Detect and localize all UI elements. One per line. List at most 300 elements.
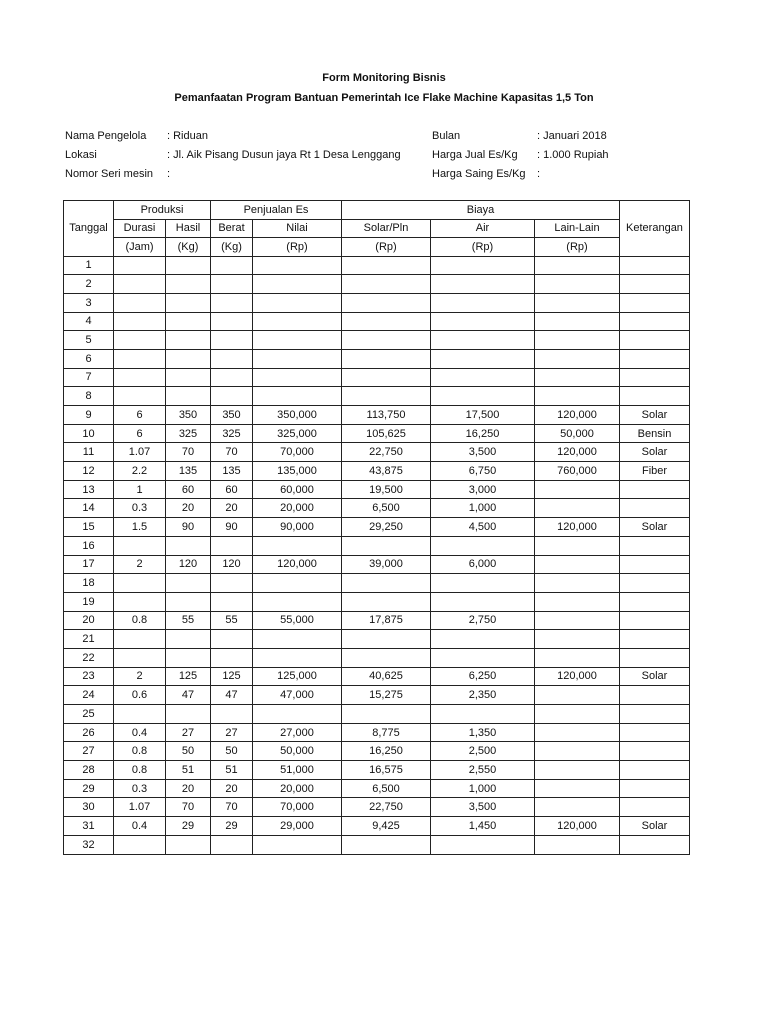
- cell-lain-lain: [535, 798, 620, 817]
- table-row: [64, 312, 690, 331]
- cell-nilai: 120,000: [253, 555, 342, 574]
- cell-air: 1,350: [431, 723, 535, 742]
- cell-durasi: 0.4: [114, 723, 166, 742]
- info-right: [432, 127, 609, 184]
- form-subtitle: Pemanfaatan Program Bantuan Pemerintah Ice Flake Machine Kapasitas 1,5 Ton: [174, 92, 594, 104]
- cell-tanggal: 15: [64, 518, 114, 537]
- cell-berat: [211, 275, 253, 294]
- cell-durasi: 6: [114, 406, 166, 425]
- cell-hasil: 50: [166, 742, 211, 761]
- cell-solar-pln: 9,425: [342, 817, 431, 836]
- cell-tanggal: 13: [64, 480, 114, 499]
- cell-durasi: 0.3: [114, 779, 166, 798]
- cell-air: [431, 256, 535, 275]
- cell-keterangan: [620, 368, 690, 387]
- cell-nilai: 135,000: [253, 462, 342, 481]
- cell-solar-pln: 16,250: [342, 742, 431, 761]
- cell-hasil: [166, 368, 211, 387]
- cell-lain-lain: [535, 331, 620, 350]
- header-penjualan-es: Penjualan Es: [211, 201, 342, 220]
- cell-keterangan: Solar: [620, 406, 690, 425]
- cell-lain-lain: [535, 742, 620, 761]
- cell-solar-pln: [342, 574, 431, 593]
- cell-tanggal: 21: [64, 630, 114, 649]
- cell-keterangan: [620, 705, 690, 724]
- monitoring-table: [63, 200, 690, 855]
- cell-tanggal: 12: [64, 462, 114, 481]
- cell-nilai: 125,000: [253, 667, 342, 686]
- cell-nilai: 51,000: [253, 761, 342, 780]
- cell-berat: [211, 387, 253, 406]
- cell-keterangan: [620, 611, 690, 630]
- cell-hasil: 55: [166, 611, 211, 630]
- info-row-lokasi: [65, 146, 401, 165]
- cell-lain-lain: [535, 648, 620, 667]
- cell-nilai: [253, 592, 342, 611]
- cell-tanggal: 30: [64, 798, 114, 817]
- cell-tanggal: 1: [64, 256, 114, 275]
- cell-tanggal: 5: [64, 331, 114, 350]
- table-row: [64, 742, 690, 761]
- cell-durasi: [114, 648, 166, 667]
- cell-air: [431, 293, 535, 312]
- cell-tanggal: 25: [64, 705, 114, 724]
- cell-berat: 120: [211, 555, 253, 574]
- cell-solar-pln: 22,750: [342, 443, 431, 462]
- cell-tanggal: 14: [64, 499, 114, 518]
- cell-berat: [211, 293, 253, 312]
- table-row: [64, 723, 690, 742]
- cell-nilai: 60,000: [253, 480, 342, 499]
- cell-hasil: 20: [166, 499, 211, 518]
- cell-nilai: [253, 331, 342, 350]
- table-row: [64, 611, 690, 630]
- cell-air: [431, 630, 535, 649]
- cell-berat: 50: [211, 742, 253, 761]
- cell-tanggal: 8: [64, 387, 114, 406]
- cell-solar-pln: [342, 349, 431, 368]
- cell-hasil: [166, 705, 211, 724]
- cell-nilai: 47,000: [253, 686, 342, 705]
- cell-hasil: [166, 574, 211, 593]
- cell-hasil: 70: [166, 443, 211, 462]
- cell-berat: 27: [211, 723, 253, 742]
- cell-berat: [211, 312, 253, 331]
- info-value: : Riduan: [167, 130, 208, 142]
- cell-hasil: [166, 349, 211, 368]
- info-label: Lokasi: [65, 149, 97, 161]
- cell-nilai: [253, 349, 342, 368]
- cell-keterangan: [620, 387, 690, 406]
- cell-hasil: 70: [166, 798, 211, 817]
- cell-solar-pln: 8,775: [342, 723, 431, 742]
- table-row: [64, 462, 690, 481]
- cell-lain-lain: [535, 368, 620, 387]
- cell-durasi: 6: [114, 424, 166, 443]
- cell-durasi: [114, 293, 166, 312]
- cell-tanggal: 31: [64, 817, 114, 836]
- cell-air: 17,500: [431, 406, 535, 425]
- cell-air: 1,000: [431, 779, 535, 798]
- cell-solar-pln: 17,875: [342, 611, 431, 630]
- cell-berat: 125: [211, 667, 253, 686]
- info-label: Bulan: [432, 130, 461, 142]
- cell-air: 6,000: [431, 555, 535, 574]
- cell-hasil: 125: [166, 667, 211, 686]
- info-value: : Januari 2018: [537, 130, 607, 142]
- cell-air: 2,550: [431, 761, 535, 780]
- cell-nilai: [253, 835, 342, 854]
- cell-solar-pln: [342, 536, 431, 555]
- cell-hasil: [166, 331, 211, 350]
- unit-air: (Rp): [431, 238, 535, 257]
- cell-solar-pln: [342, 648, 431, 667]
- cell-berat: [211, 349, 253, 368]
- cell-tanggal: 7: [64, 368, 114, 387]
- cell-solar-pln: [342, 705, 431, 724]
- unit-nilai: (Rp): [253, 238, 342, 257]
- cell-durasi: 1.5: [114, 518, 166, 537]
- info-value: : Jl. Aik Pisang Dusun jaya Rt 1 Desa Lenggang: [167, 149, 401, 161]
- cell-nilai: 29,000: [253, 817, 342, 836]
- cell-durasi: [114, 275, 166, 294]
- cell-air: [431, 387, 535, 406]
- cell-hasil: 51: [166, 761, 211, 780]
- cell-berat: [211, 648, 253, 667]
- cell-tanggal: 4: [64, 312, 114, 331]
- cell-tanggal: 20: [64, 611, 114, 630]
- cell-berat: [211, 368, 253, 387]
- cell-durasi: 0.8: [114, 761, 166, 780]
- cell-keterangan: [620, 648, 690, 667]
- cell-air: [431, 312, 535, 331]
- cell-tanggal: 28: [64, 761, 114, 780]
- cell-durasi: [114, 312, 166, 331]
- cell-hasil: 325: [166, 424, 211, 443]
- cell-hasil: [166, 312, 211, 331]
- cell-tanggal: 23: [64, 667, 114, 686]
- cell-hasil: [166, 256, 211, 275]
- cell-berat: 29: [211, 817, 253, 836]
- cell-nilai: [253, 275, 342, 294]
- cell-berat: 325: [211, 424, 253, 443]
- cell-tanggal: 24: [64, 686, 114, 705]
- cell-berat: 20: [211, 779, 253, 798]
- cell-keterangan: [620, 480, 690, 499]
- cell-lain-lain: [535, 555, 620, 574]
- unit-durasi: (Jam): [114, 238, 166, 257]
- cell-tanggal: 32: [64, 835, 114, 854]
- cell-tanggal: 10: [64, 424, 114, 443]
- cell-durasi: 0.8: [114, 611, 166, 630]
- cell-tanggal: 22: [64, 648, 114, 667]
- cell-tanggal: 26: [64, 723, 114, 742]
- cell-berat: [211, 835, 253, 854]
- cell-air: 1,000: [431, 499, 535, 518]
- info-left: [65, 127, 401, 184]
- cell-berat: 350: [211, 406, 253, 425]
- unit-hasil: (Kg): [166, 238, 211, 257]
- cell-durasi: 0.3: [114, 499, 166, 518]
- cell-nilai: 70,000: [253, 798, 342, 817]
- cell-berat: [211, 630, 253, 649]
- cell-lain-lain: [535, 630, 620, 649]
- cell-air: [431, 592, 535, 611]
- cell-air: [431, 705, 535, 724]
- cell-nilai: [253, 256, 342, 275]
- cell-hasil: 135: [166, 462, 211, 481]
- table-row: [64, 406, 690, 425]
- cell-berat: [211, 331, 253, 350]
- cell-hasil: 27: [166, 723, 211, 742]
- cell-hasil: [166, 630, 211, 649]
- table-row: [64, 779, 690, 798]
- cell-keterangan: [620, 592, 690, 611]
- cell-keterangan: [620, 312, 690, 331]
- cell-nilai: [253, 648, 342, 667]
- cell-durasi: 2.2: [114, 462, 166, 481]
- cell-nilai: 70,000: [253, 443, 342, 462]
- cell-hasil: [166, 293, 211, 312]
- table-row: [64, 499, 690, 518]
- header-berat: Berat: [211, 219, 253, 238]
- form-title: Form Monitoring Bisnis: [322, 72, 446, 84]
- cell-keterangan: [620, 835, 690, 854]
- header-keterangan: Keterangan: [620, 201, 690, 257]
- cell-tanggal: 16: [64, 536, 114, 555]
- cell-berat: [211, 536, 253, 555]
- cell-solar-pln: [342, 256, 431, 275]
- cell-keterangan: Solar: [620, 667, 690, 686]
- cell-tanggal: 29: [64, 779, 114, 798]
- cell-keterangan: [620, 798, 690, 817]
- cell-solar-pln: [342, 630, 431, 649]
- cell-air: 6,250: [431, 667, 535, 686]
- header-air: Air: [431, 219, 535, 238]
- cell-durasi: [114, 387, 166, 406]
- cell-air: [431, 331, 535, 350]
- cell-lain-lain: [535, 480, 620, 499]
- info-value: : 1.000 Rupiah: [537, 149, 609, 161]
- cell-hasil: 20: [166, 779, 211, 798]
- cell-durasi: 0.4: [114, 817, 166, 836]
- cell-tanggal: 19: [64, 592, 114, 611]
- cell-solar-pln: 6,500: [342, 499, 431, 518]
- cell-keterangan: [620, 293, 690, 312]
- table-row: [64, 592, 690, 611]
- cell-solar-pln: [342, 275, 431, 294]
- cell-solar-pln: 29,250: [342, 518, 431, 537]
- cell-solar-pln: 19,500: [342, 480, 431, 499]
- header-produksi: Produksi: [114, 201, 211, 220]
- info-label: Harga Saing Es/Kg: [432, 168, 526, 180]
- table-row: [64, 798, 690, 817]
- cell-durasi: [114, 705, 166, 724]
- cell-lain-lain: [535, 349, 620, 368]
- cell-nilai: [253, 368, 342, 387]
- cell-tanggal: 18: [64, 574, 114, 593]
- cell-lain-lain: [535, 835, 620, 854]
- table-row: [64, 424, 690, 443]
- cell-lain-lain: [535, 387, 620, 406]
- cell-tanggal: 6: [64, 349, 114, 368]
- cell-nilai: 50,000: [253, 742, 342, 761]
- table-row: [64, 349, 690, 368]
- cell-keterangan: [620, 555, 690, 574]
- table-row: [64, 331, 690, 350]
- cell-nilai: 90,000: [253, 518, 342, 537]
- header-tanggal: Tanggal: [64, 201, 114, 257]
- cell-hasil: 90: [166, 518, 211, 537]
- header-solar-pln: Solar/Pln: [342, 219, 431, 238]
- cell-air: [431, 349, 535, 368]
- cell-tanggal: 17: [64, 555, 114, 574]
- cell-keterangan: Bensin: [620, 424, 690, 443]
- cell-durasi: [114, 630, 166, 649]
- cell-nilai: [253, 387, 342, 406]
- cell-durasi: 1.07: [114, 443, 166, 462]
- cell-berat: [211, 592, 253, 611]
- cell-solar-pln: 105,625: [342, 424, 431, 443]
- cell-nilai: 20,000: [253, 779, 342, 798]
- info-row-bulan: [432, 127, 609, 146]
- cell-nilai: [253, 630, 342, 649]
- cell-tanggal: 2: [64, 275, 114, 294]
- cell-lain-lain: [535, 611, 620, 630]
- table-row: [64, 480, 690, 499]
- cell-lain-lain: [535, 592, 620, 611]
- table-row: [64, 705, 690, 724]
- cell-hasil: 47: [166, 686, 211, 705]
- info-row-harga-jual: [432, 146, 609, 165]
- info-value: :: [167, 168, 171, 180]
- cell-air: [431, 835, 535, 854]
- cell-durasi: [114, 331, 166, 350]
- cell-berat: [211, 574, 253, 593]
- cell-hasil: 29: [166, 817, 211, 836]
- table-row: [64, 256, 690, 275]
- cell-solar-pln: [342, 331, 431, 350]
- cell-keterangan: Fiber: [620, 462, 690, 481]
- cell-air: 3,000: [431, 480, 535, 499]
- cell-air: [431, 368, 535, 387]
- cell-hasil: [166, 275, 211, 294]
- cell-berat: 70: [211, 443, 253, 462]
- cell-air: 3,500: [431, 443, 535, 462]
- cell-keterangan: [620, 256, 690, 275]
- cell-solar-pln: 16,575: [342, 761, 431, 780]
- cell-berat: 47: [211, 686, 253, 705]
- cell-berat: 20: [211, 499, 253, 518]
- cell-keterangan: [620, 630, 690, 649]
- cell-hasil: [166, 648, 211, 667]
- cell-solar-pln: 15,275: [342, 686, 431, 705]
- cell-durasi: [114, 574, 166, 593]
- cell-berat: 90: [211, 518, 253, 537]
- cell-solar-pln: [342, 387, 431, 406]
- cell-berat: [211, 705, 253, 724]
- cell-nilai: [253, 705, 342, 724]
- info-row-harga-saing: [432, 165, 609, 184]
- cell-lain-lain: [535, 723, 620, 742]
- header-durasi: Durasi: [114, 219, 166, 238]
- cell-tanggal: 3: [64, 293, 114, 312]
- cell-solar-pln: 40,625: [342, 667, 431, 686]
- cell-solar-pln: 22,750: [342, 798, 431, 817]
- cell-keterangan: [620, 275, 690, 294]
- cell-lain-lain: [535, 536, 620, 555]
- cell-air: 16,250: [431, 424, 535, 443]
- info-value: :: [537, 168, 541, 180]
- cell-solar-pln: [342, 368, 431, 387]
- cell-lain-lain: [535, 574, 620, 593]
- cell-air: 6,750: [431, 462, 535, 481]
- cell-durasi: [114, 349, 166, 368]
- cell-tanggal: 27: [64, 742, 114, 761]
- table-row: [64, 761, 690, 780]
- table-row: [64, 667, 690, 686]
- table-row: [64, 555, 690, 574]
- header-biaya: Biaya: [342, 201, 620, 220]
- cell-nilai: [253, 312, 342, 331]
- cell-keterangan: [620, 761, 690, 780]
- cell-lain-lain: 760,000: [535, 462, 620, 481]
- cell-keterangan: [620, 742, 690, 761]
- info-label: Nama Pengelola: [65, 130, 147, 142]
- table-row: [64, 817, 690, 836]
- info-row-nama-pengelola: [65, 127, 401, 146]
- cell-solar-pln: 6,500: [342, 779, 431, 798]
- cell-keterangan: [620, 536, 690, 555]
- cell-solar-pln: 39,000: [342, 555, 431, 574]
- cell-durasi: 1: [114, 480, 166, 499]
- cell-air: [431, 536, 535, 555]
- cell-durasi: [114, 835, 166, 854]
- cell-air: 2,750: [431, 611, 535, 630]
- cell-keterangan: [620, 723, 690, 742]
- table-body: [64, 256, 690, 854]
- cell-lain-lain: 120,000: [535, 406, 620, 425]
- cell-air: 3,500: [431, 798, 535, 817]
- cell-keterangan: [620, 349, 690, 368]
- cell-air: [431, 275, 535, 294]
- cell-lain-lain: [535, 256, 620, 275]
- cell-nilai: 55,000: [253, 611, 342, 630]
- cell-lain-lain: 120,000: [535, 518, 620, 537]
- cell-keterangan: [620, 499, 690, 518]
- cell-nilai: 350,000: [253, 406, 342, 425]
- cell-nilai: [253, 574, 342, 593]
- cell-hasil: 60: [166, 480, 211, 499]
- cell-durasi: 2: [114, 555, 166, 574]
- cell-lain-lain: [535, 275, 620, 294]
- cell-durasi: [114, 536, 166, 555]
- cell-lain-lain: 120,000: [535, 817, 620, 836]
- table-row: [64, 275, 690, 294]
- cell-durasi: 2: [114, 667, 166, 686]
- cell-hasil: 350: [166, 406, 211, 425]
- cell-lain-lain: [535, 293, 620, 312]
- cell-tanggal: 11: [64, 443, 114, 462]
- cell-nilai: [253, 293, 342, 312]
- unit-berat: (Kg): [211, 238, 253, 257]
- cell-solar-pln: [342, 293, 431, 312]
- cell-air: [431, 648, 535, 667]
- cell-durasi: 0.8: [114, 742, 166, 761]
- cell-lain-lain: 120,000: [535, 667, 620, 686]
- table-row: [64, 518, 690, 537]
- cell-keterangan: [620, 779, 690, 798]
